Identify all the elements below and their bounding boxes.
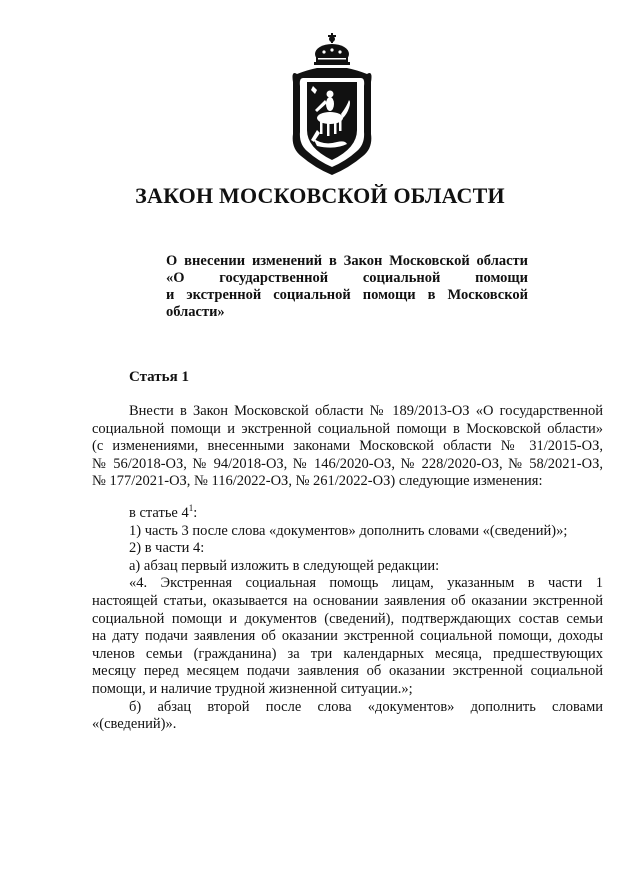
subtitle-line: и экстренной социальной помощи в Московской bbox=[166, 287, 528, 303]
amendment-item-b-cont: «(сведений)». bbox=[92, 716, 177, 733]
quote-line: помощи, и наличие трудной жизненной ситуации.»; bbox=[92, 680, 413, 697]
article-ref-colon: : bbox=[193, 505, 198, 521]
intro-line: социальной помощи и экстренной социальной помощи в Московской области» bbox=[92, 420, 603, 437]
amendments-block bbox=[92, 505, 603, 734]
quote-line: социальной помощи и документов (сведений), подтверждающих состав семьи bbox=[92, 610, 603, 627]
intro-line: № 56/2018-ОЗ, № 94/2018-ОЗ, № 146/2020-ОЗ, № 228/2020-ОЗ, № 58/2021-ОЗ, bbox=[92, 455, 603, 472]
intro-paragraph bbox=[92, 403, 603, 491]
amendment-item-2: 2) в части 4: bbox=[129, 540, 205, 557]
quote-line: настоящей статьи, оказывается на основании заявления об оказании экстренной bbox=[92, 592, 603, 609]
subtitle-line: «О государственной социальной помощи bbox=[166, 270, 528, 286]
moscow-oblast-coat-of-arms-icon bbox=[287, 30, 377, 178]
article-ref-superscript: 1 bbox=[188, 503, 194, 514]
quote-line: на дату подачи заявления об оказании экстренной социальной помощи, доходы bbox=[92, 628, 603, 645]
quote-line: членов семьи (гражданина) за три календарных месяца, предшествующих bbox=[92, 645, 603, 662]
amendment-item-1: 1) часть 3 после слова «документов» дополнить словами «(сведений)»; bbox=[129, 522, 568, 539]
intro-line: Внести в Закон Московской области № 189/2013-ОЗ «О государственной bbox=[129, 403, 603, 419]
quote-line: месяцу перед месяцем подачи заявления об оказании экстренной социальной bbox=[92, 663, 603, 680]
article-ref-text: в статье 4 bbox=[129, 505, 189, 521]
article-heading: Статья 1 bbox=[129, 369, 189, 385]
law-subtitle bbox=[166, 253, 528, 321]
intro-line: № 177/2021-ОЗ, № 116/2022-ОЗ, № 261/2022-ОЗ) следующие изменения: bbox=[92, 473, 543, 490]
intro-line: (с изменениями, внесенными законами Московской области № 31/2015-ОЗ, bbox=[92, 438, 603, 455]
amendment-item-a: а) абзац первый изложить в следующей редакции: bbox=[129, 557, 440, 574]
law-title: ЗАКОН МОСКОВСКОЙ ОБЛАСТИ bbox=[135, 183, 505, 208]
amendment-item-b: б) абзац второй после слова «документов» дополнить словами bbox=[129, 698, 603, 715]
subtitle-line: О внесении изменений в Закон Московской области bbox=[166, 253, 528, 269]
quote-line: «4. Экстренная социальная помощь лицам, указанным в части 1 bbox=[129, 575, 603, 592]
article-reference bbox=[92, 505, 603, 523]
subtitle-line: области» bbox=[166, 304, 225, 320]
